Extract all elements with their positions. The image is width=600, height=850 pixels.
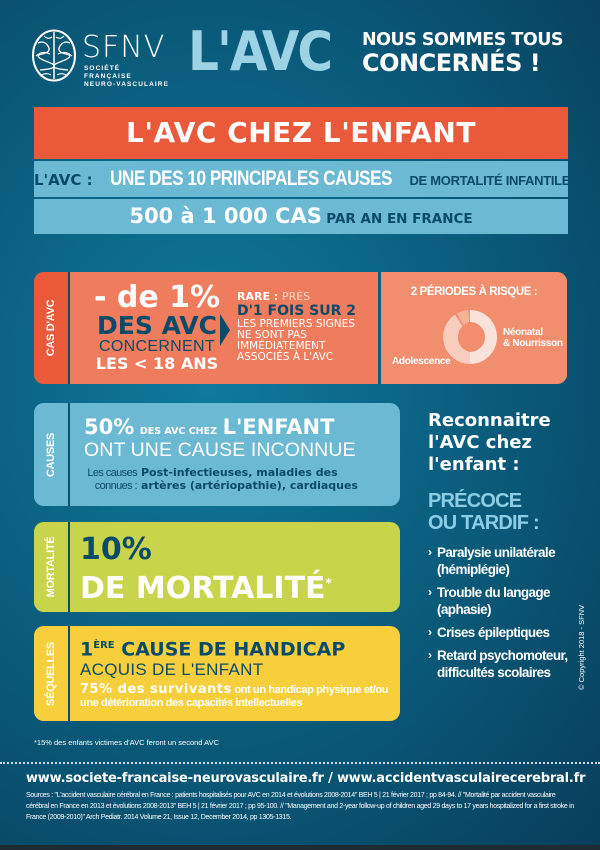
- label-neonatal: [503, 327, 563, 349]
- sequelles-line2: ACQUIS DE L'ENFANT: [80, 660, 264, 680]
- section-cas-avc: [34, 272, 567, 384]
- tab-divider: [68, 626, 70, 721]
- brain-icon: [30, 28, 78, 83]
- causes-content: [84, 415, 392, 492]
- url-sfnv-link[interactable]: www.societe-francaise-neurovasculaire.fr: [26, 771, 324, 786]
- rare-highlight: D'1 FOIS SUR 2: [237, 303, 356, 319]
- recognize-panel: [428, 410, 568, 687]
- sequelles-stat: [80, 683, 394, 710]
- rare-label: RARE :: [237, 290, 279, 303]
- known-causes: [84, 467, 392, 492]
- label-neonatal-line1: Néonatal: [503, 327, 543, 338]
- sources: Sources : "L'accident vasculaire cérébral en France : patients hospitalisés pour AVC en 2014 et évolutions 2008-2014" BEH 5 | 21 février 2017 ; pp 84-94. // "Mortalité par accident vasculaire cérébral en France en 2013 et évolutions 2008-2013" BEH 5 | 21 février 2017 ; pp 95-100. // "Management and 2-year follow-up of children aged 29 days to 17 years hospitalized for a first stroke in France (2009-2010)" Arch Pediatr. 2014 Volume 21, Issue 12, December 2014, pp 1305-1315.: [26, 792, 575, 821]
- chevron-right-icon: ›: [428, 545, 432, 559]
- banner-suffix: DE MORTALITÉ INFANTILE: [409, 173, 571, 188]
- cas-stat-line2: DES AVC: [97, 311, 217, 340]
- logo-subtitle-line2: NEURO-VASCULAIRE: [84, 81, 170, 88]
- cas-stat-line3: CONCERNENT: [99, 338, 215, 355]
- main-banner: L'AVC CHEZ L'ENFANT: [34, 107, 568, 159]
- tab-divider: [68, 403, 70, 506]
- bottom-bar: [0, 845, 600, 850]
- rare-info: [237, 290, 367, 363]
- sequelles-rank-sup: ÈRE: [93, 640, 115, 651]
- section-mortalite: [34, 522, 400, 612]
- list-item-text: Paralysie unilatérale (hémiplégie): [437, 545, 555, 577]
- known-causes-line2: artères (artériopathie), cardiaques: [141, 478, 358, 492]
- chevron-right-icon: ›: [428, 625, 432, 639]
- section-tab: [34, 272, 68, 384]
- list-item-text: Retard psychomoteur, difficultés scolaires: [437, 648, 568, 680]
- rare-pres: PRÈS: [282, 290, 311, 303]
- tagline-line1: NOUS SOMMES TOUS: [362, 30, 564, 50]
- mortalite-pct: 10%: [80, 532, 152, 567]
- causes-pct: 50%: [84, 415, 135, 439]
- chevron-right-icon: ›: [428, 585, 432, 599]
- sequelles-content: [80, 635, 394, 710]
- list-item: [428, 544, 568, 578]
- causes-line2: ONT UNE CAUSE INCONNUE: [84, 439, 356, 461]
- section-sequelles: [34, 626, 400, 721]
- label-neonatal-line2: & Nourrisson: [503, 338, 563, 349]
- recognize-subtitle-line1: PRÉCOCE: [428, 490, 522, 512]
- sequelles-rank: 1: [80, 638, 94, 661]
- section-tab: [34, 626, 68, 721]
- risk-title: 2 PÉRIODES À RISQUE :: [410, 286, 538, 298]
- risk-periods: [381, 272, 567, 384]
- label-adolescence: Adolescence: [392, 356, 451, 367]
- chevron-right-icon: ›: [428, 648, 432, 662]
- list-item-text: Crises épileptiques: [437, 625, 550, 640]
- symptom-list: [428, 544, 568, 681]
- banner-highlight: UNE DES 10 PRINCIPALES CAUSES: [110, 167, 393, 190]
- mortalite-content: [80, 534, 332, 606]
- mortalite-asterisk: *: [325, 576, 332, 590]
- section-causes: [34, 403, 400, 506]
- url-avc-link[interactable]: www.accidentvasculairecerebral.fr: [336, 771, 586, 786]
- list-item-text: Trouble du langage (aphasie): [437, 585, 550, 617]
- logo-subtitle-line1: SOCIÉTÉ FRANÇAISE: [84, 65, 132, 80]
- list-item: [428, 584, 568, 618]
- section-tab-label: CAUSES: [45, 432, 57, 477]
- section-tab: [34, 403, 68, 506]
- logo-name: SFNV: [82, 30, 166, 65]
- footer-divider: [0, 762, 600, 764]
- banner-prefix: L'AVC :: [34, 171, 93, 189]
- list-item: [428, 647, 568, 681]
- sequelles-headline: [80, 635, 394, 660]
- sequelles-stat-rest: ont un handicap physique et/ou une détérioration des capacités intellectuelles: [80, 684, 389, 710]
- sequelles-headline-text: CAUSE DE HANDICAP: [121, 638, 346, 661]
- copyright: © Copyright 2018 - SFNV: [577, 604, 586, 690]
- cas-stat-pct: - de 1%: [93, 280, 221, 315]
- mortalite-text: DE MORTALITÉ: [80, 571, 326, 606]
- causes-headline: [84, 415, 392, 439]
- list-item: [428, 624, 568, 641]
- triangle-right-icon: [220, 314, 230, 346]
- known-causes-line1: Post-infectieuses, maladies des: [141, 466, 338, 479]
- causes-mid: DES AVC CHEZ: [139, 426, 218, 437]
- page-title: L'AVC: [188, 20, 332, 83]
- url-separator: /: [328, 771, 333, 786]
- rare-label-line: [237, 290, 367, 303]
- section-tab-label: CAS D'AVC: [45, 299, 57, 357]
- recognize-title: Reconnaitre l'AVC chez l'enfant :: [428, 410, 551, 475]
- rare-text: LES PREMIERS SIGNES NE SONT PAS IMMÉDIATEMENT ASSOCIÉS À L'AVC: [237, 318, 355, 363]
- known-causes-label: Les causes connues :: [87, 467, 137, 492]
- tagline-line2: CONCERNÉS !: [362, 49, 541, 77]
- causes-banner: [34, 161, 571, 197]
- tagline: [362, 30, 563, 76]
- section-tab-label: SÉQUELLES: [45, 641, 57, 706]
- cases-suffix: PAR AN EN FRANCE: [326, 211, 473, 227]
- sequelles-stat-bold: 75% des survivants: [80, 682, 232, 698]
- cas-stat-line4: LES < 18 ANS: [95, 354, 219, 373]
- tab-divider: [68, 272, 70, 384]
- causes-end: L'ENFANT: [222, 415, 335, 439]
- cases-count: 500 à 1 000 CAS: [129, 204, 322, 228]
- cas-stat: [82, 282, 232, 373]
- section-tab: [34, 522, 68, 612]
- section-tab-label: MORTALITÉ: [45, 536, 57, 598]
- sfnv-logo: [30, 28, 170, 88]
- footer-urls: [26, 771, 585, 786]
- mortalite-text-line: [80, 566, 332, 606]
- cases-banner: [34, 199, 568, 234]
- footnote: *15% des enfants victimes d'AVC feront un second AVC: [34, 738, 220, 747]
- known-causes-values: [141, 467, 358, 492]
- recognize-subtitle-line2: OU TARDIF :: [428, 512, 539, 534]
- logo-subtitle: [84, 65, 170, 89]
- recognize-subtitle: [428, 490, 568, 534]
- tab-divider: [68, 522, 70, 612]
